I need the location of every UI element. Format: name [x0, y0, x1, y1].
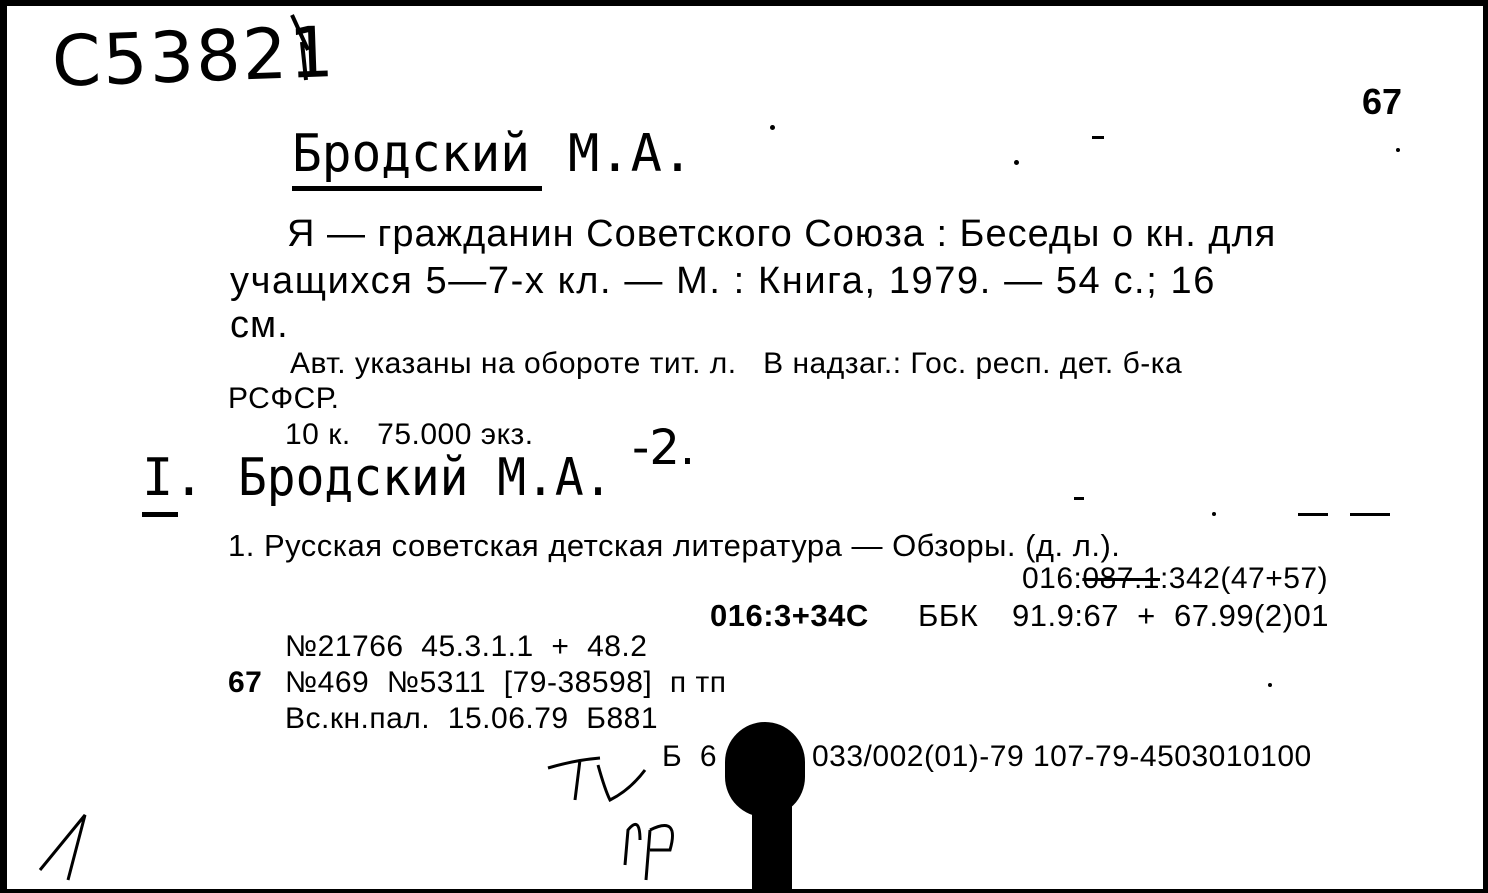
order-line-left: Б 6	[662, 740, 718, 773]
title-line-1: Я — гражданин Советского Союза : Беседы о кн. для	[287, 213, 1277, 255]
registry-line-3: Вс.кн.пал. 15.06.79 Б881	[285, 702, 658, 735]
title-line-3: см.	[230, 304, 289, 346]
handwritten-initials	[560, 760, 589, 770]
udc-struck: 087.1	[1082, 562, 1160, 595]
note-line-2: РСФСР.	[228, 382, 340, 415]
order-line-right: 033/002(01)-79 107-79-4503010100	[812, 740, 1312, 773]
title-line-2: учащихся 5—7-х кл. — М. : Книга, 1979. — 54 с.; 16	[230, 260, 1216, 302]
note-line-1: Авт. указаны на обороте тит. л. В надзаг.: Гос. респ. дет. б-ка	[290, 347, 1183, 380]
bbk-value: 91.9:67 + 67.99(2)01	[1012, 598, 1329, 633]
bbk-label: ББК	[918, 598, 979, 633]
tracing-numeral: I.	[142, 448, 205, 508]
tracing-name: Бродский М.А.	[238, 448, 613, 508]
udc-prefix: 016:	[1022, 562, 1083, 595]
registry-line-2: №469 №5311 [79-38598] п тп	[285, 666, 727, 699]
handwritten-call-number: С53821	[50, 11, 337, 103]
author-initials: М.А.	[568, 124, 694, 184]
subject-heading: 1. Русская советская детская литература — Обзоры. (д. л.).	[228, 528, 1121, 563]
registry-line-1: №21766 45.3.1.1 + 48.2	[285, 630, 648, 663]
handwritten-page-mark	[20, 820, 26, 830]
price-line: 10 к. 75.000 экз.	[285, 418, 534, 451]
author-surname: Бродский	[292, 124, 530, 184]
udc-suffix: :342(47+57)	[1159, 562, 1329, 595]
tracing-handwritten-suffix: -2.	[632, 420, 696, 476]
page-number: 67	[1362, 81, 1403, 122]
registry-line-2-prefix: 67	[228, 666, 263, 699]
udc-main: 016:3+34С	[710, 598, 869, 633]
